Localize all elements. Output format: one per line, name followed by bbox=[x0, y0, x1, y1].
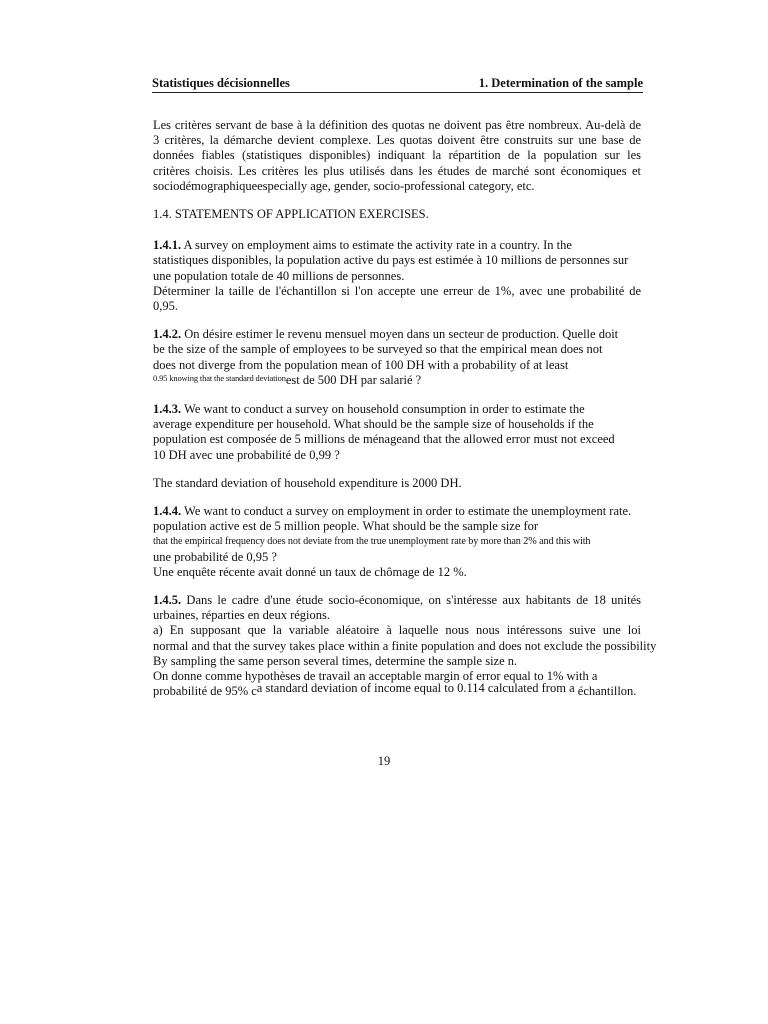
section-title: 1.4. STATEMENTS OF APPLICATION EXERCISES. bbox=[153, 207, 429, 222]
exercise-text: a standard deviation of income equal to 0.114 calculated from bbox=[256, 681, 566, 696]
exercise-line: Une enquête récente avait donné un taux de chômage de 12 %. bbox=[153, 564, 467, 579]
page-content bbox=[153, 118, 657, 713]
exercise-1-4-3 bbox=[153, 402, 641, 463]
exercise-text: échantillon. bbox=[574, 684, 637, 699]
exercise-small-text: 0.95 knowing that the standard deviation bbox=[153, 372, 286, 383]
exercise-number: 1.4.1. bbox=[153, 238, 182, 253]
exercise-first-line bbox=[153, 504, 641, 519]
exercise-text: probabilité de 95% c bbox=[153, 684, 257, 699]
exercise-line: population active est de 5 million people. What should be the sample size for bbox=[153, 519, 539, 534]
exercise-line: urbaines, réparties en deux régions. bbox=[153, 608, 331, 623]
exercise-text: We want to conduct a survey on household consumption in order to estimate the bbox=[181, 402, 585, 417]
intro-line: Les critères servant de base à la définition des quotas ne doivent pas être nombreux. Au-delà de bbox=[153, 118, 641, 132]
exercise-small-line: that the empirical frequency does not deviate from the true unemployment rate by more than 2% and this with bbox=[153, 536, 591, 548]
exercise-line: average expenditure per household. What should be the sample size of households if the bbox=[153, 417, 594, 432]
exercise-1-4-5 bbox=[153, 593, 657, 699]
exercise-line: population est composée de 5 millions de ménageand that the allowed error must not exceed bbox=[153, 432, 615, 447]
exercise-first-line bbox=[153, 593, 641, 608]
exercise-line: Déterminer la taille de l'échantillon si l'on accepte une erreur de 1%, avec une probabilité de bbox=[153, 283, 641, 298]
exercise-text: Dans le cadre d'une étude socio-économique, on s'intéresse aux habitants de 18 unités bbox=[181, 593, 641, 608]
exercise-text: est de 500 DH par salarié ? bbox=[285, 372, 422, 387]
exercise-line: statistiques disponibles, la population active du pays est estimée à 10 millions de personnes sur bbox=[153, 253, 629, 268]
intro-paragraph bbox=[153, 118, 641, 194]
exercise-line: be the size of the sample of employees to be surveyed so that the empirical mean does not bbox=[153, 342, 603, 357]
exercise-line: a) En supposant que la variable aléatoire à laquelle nous nous intéressons suive une loi bbox=[153, 623, 641, 638]
exercise-number: 1.4.3. bbox=[153, 402, 182, 417]
exercise-line: une population totale de 40 millions de personnes. bbox=[153, 268, 405, 283]
intro-line: sociodémographiqueespecially age, gender, socio-professional category, etc. bbox=[153, 178, 535, 193]
exercise-line: By sampling the same person several times, determine the sample size n. bbox=[153, 653, 518, 668]
intro-line: 3 critères, la démarche devient complexe. Les quotas doivent être construits sur une base de bbox=[153, 133, 641, 148]
exercise-line: does not diverge from the population mean of 100 DH with a probability of at least bbox=[153, 357, 569, 372]
exercise-line: une probabilité de 0,95 ? bbox=[153, 549, 277, 564]
exercise-first-line bbox=[153, 402, 641, 417]
exercise-number: 1.4.5. bbox=[153, 593, 182, 608]
exercise-1-4-2 bbox=[153, 327, 641, 389]
exercise-line: 10 DH avec une probabilité de 0,99 ? bbox=[153, 447, 340, 462]
exercise-1-4-4 bbox=[153, 504, 641, 580]
exercise-text: We want to conduct a survey on employment in order to estimate the unemployment rate. bbox=[181, 504, 632, 519]
exercise-number: 1.4.4. bbox=[153, 504, 182, 519]
page-header bbox=[152, 74, 643, 93]
exercise-first-line bbox=[153, 238, 641, 253]
exercise-text: On désire estimer le revenu mensuel moyen dans un secteur de production. Quelle doit bbox=[181, 327, 619, 342]
exercise-mixed-line bbox=[153, 681, 641, 699]
exercise-line: On donne comme hypothèses de travail an acceptable margin of error equal to 1% with a bbox=[153, 669, 598, 684]
page-number: 19 bbox=[377, 754, 391, 768]
header-book-title: Statistiques décisionnelles bbox=[152, 76, 290, 90]
exercise-1-4-3-note: The standard deviation of household expenditure is 2000 DH. bbox=[153, 475, 462, 490]
exercise-line: 0,95. bbox=[153, 299, 178, 314]
exercise-text: A survey on employment aims to estimate the activity rate in a country. In the bbox=[181, 238, 572, 253]
exercise-line: normal and that the survey takes place within a finite population and does not exclude the possibility bbox=[153, 638, 657, 653]
exercise-1-4-1 bbox=[153, 238, 641, 314]
intro-line: critères choisis. Les critères les plus utilisés dans les études de marché sont économiques et bbox=[153, 163, 641, 178]
exercise-first-line bbox=[153, 327, 641, 342]
header-chapter-title: 1. Determination of the sample bbox=[478, 76, 643, 90]
exercise-text: a bbox=[569, 681, 575, 696]
exercise-mixed-line bbox=[153, 373, 641, 389]
intro-line: données fiables (statistiques disponibles) indiquant la répartition de la population sur les bbox=[153, 148, 641, 163]
exercise-number: 1.4.2. bbox=[153, 327, 182, 342]
